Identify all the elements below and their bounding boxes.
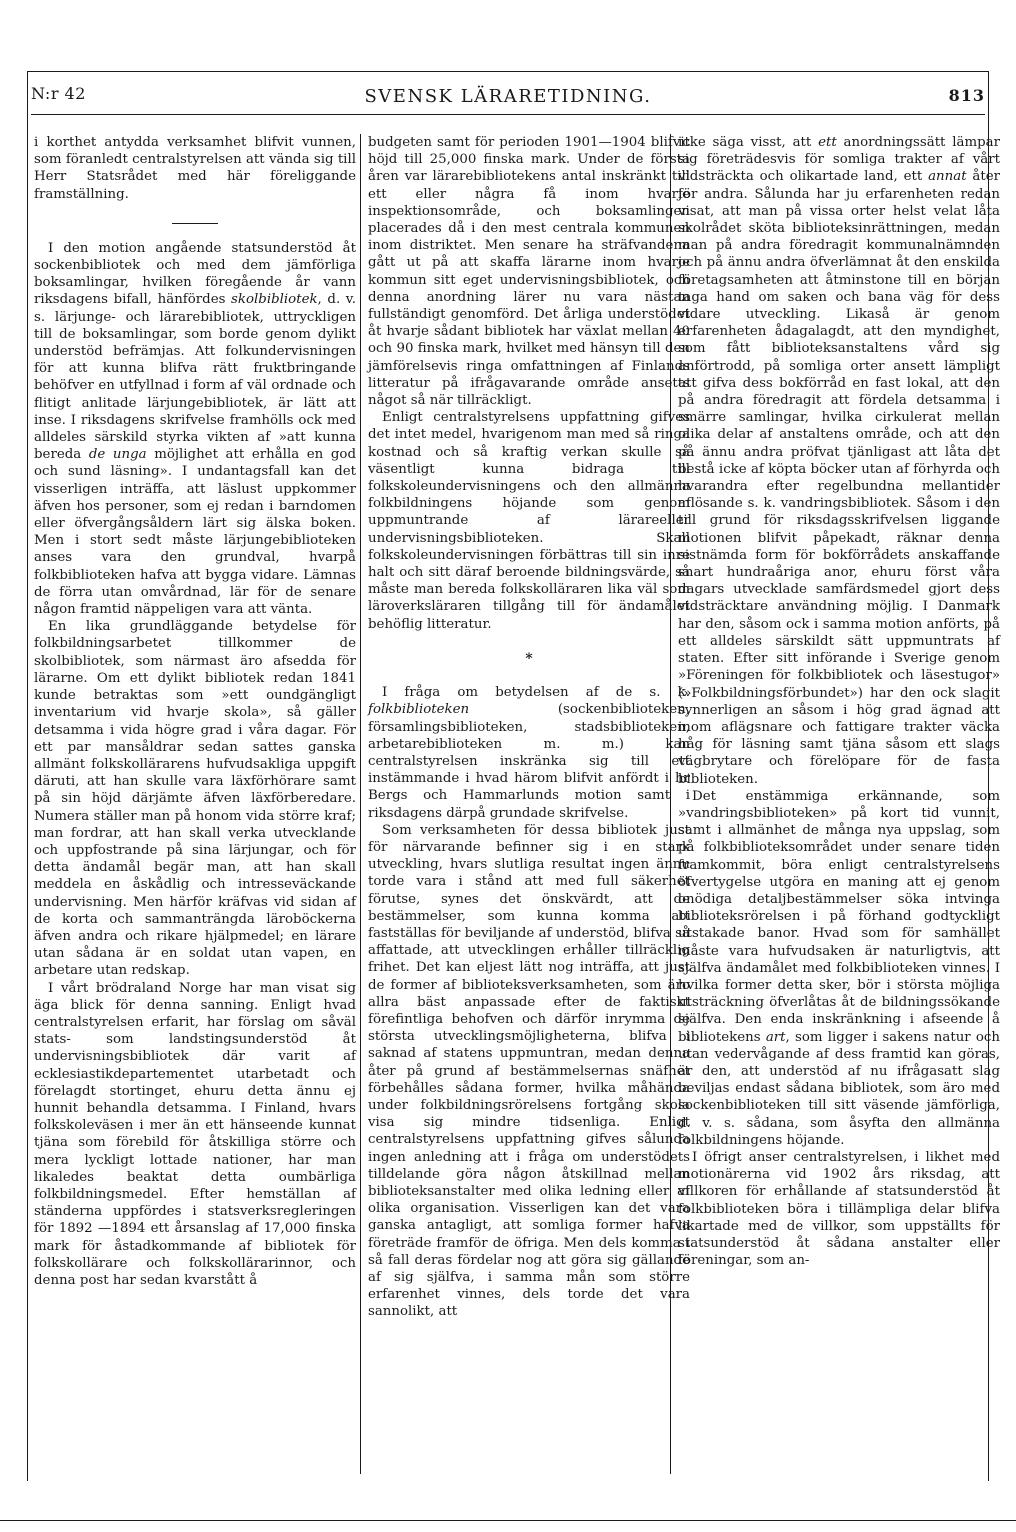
header-rule [31, 114, 985, 115]
section-asterisk: * [525, 650, 533, 667]
paragraph: I öfrigt anser centralstyrelsen, i likhet med motionärerna vid 1902 års riksdag, att villkoren för erhållande af statsunderstöd åt folkbiblioteken böra i tillämpliga delar blifva likartade med de villkor, som uppställts för statsunderstöd åt sådana anstalter eller föreningar, som an- [678, 1149, 1000, 1269]
paragraph: I den motion angående statsunderstöd åt sockenbibliotek och med dem jämförliga boksamlingar, hvilken föregående år vann riksdagens bifall, hänfördes skolbibliotek, d. v. s. lärjunge- och lärarebibliotek, uttryckligen till de boksamlingar, som borde genom dylikt understöd befrämjas. Att folkundervisningen för att kunna blifva rätt fruktbringande behöfver en utfyllnad i form af väl ordnade och flitigt anlitade lärjungebibliotek, är lätt att inse. I riksdagens skrifvelse framhölls ock med alldeles särskild styrka vikten af »att kunna bereda de unga möjlighet att erhålla en god och sund läsning». I undantagsfall kan det visserligen inträffa, att läslust uppkommer äfven hos personer, som ej redan i barndomen eller öfvergångsåldern lärt sig älska boken. Men i stort sedt måste lärjungebiblioteken anses vara den grundval, hvarpå folkbiblioteken hafva att bygga vidare. Lämnas de förra utan omvårdnad, lär för de senare någon framtid näppeligen vara att vänta. [34, 240, 356, 618]
paragraph: Det enstämmiga erkännande, som »vandringsbiblioteken» på kort tid vunnit, samt i allmänhet de många nya uppslag, som på folkbiblioteksområdet under senare tiden framkommit, böra enligt centralstyrelsens öfvertygelse utgöra en maning att ej genom onödiga detaljbestämmelser söka intvinga biblioteksrörelsen i på förhand godtyckligt utstakade banor. Hvad som för samhället måste vara hufvudsaken är naturligtvis, att själfva ändamålet med folkbiblioteken vinnes. I hvilka former detta sker, bör i största möjliga utsträckning öfverlåtas åt de bildningssökande själfva. Den enda inskränkning i afseende å bibliotekens art, som ligger i sakens natur och utan vedervågande af dess framtid kan göras, är den, att understöd af nu ifrågasatt slag beviljas endast sådana bibliotek, som äro med sockenbiblioteken till sitt väsende jämförliga, d. v. s. sådana, som åsyfta den allmänna folkbildningens höjande. [678, 788, 1000, 1148]
journal-title: SVENSK LÄRARETIDNING. [364, 86, 652, 107]
paragraph: budgeten samt för perioden 1901—1904 blifvit höjd till 25,000 finska mark. Under de första åren var lärarebibliotekens antal inskränkt till ett eller några få inom hvarje inspektionsområde, och boksamlingen placerades då i den mest centrala kommunen inom distriktet. Men senare ha sträfvandena gått ut på att skaffa lärarne inom hvarje kommun sitt eget undervisningsbibliotek, och denna anordning lärer nu vara nästan fullständigt genomförd. Det årliga understödet åt hvarje sådant bibliotek har växlat mellan 40 och 90 finska mark, hvilket med hänsyn till den jämförelsevis ringa omfattningen af Finlands litteratur på ifrågavarande område ansetts något så när tillräckligt. [368, 135, 690, 409]
column-3 [678, 134, 1000, 1269]
issue-number: N:r 42 [31, 84, 86, 103]
top-rule [27, 71, 989, 72]
column-divider-1 [360, 134, 361, 1474]
paragraph: I vårt brödraland Norge har man visat sig äga blick för denna sanning. Enligt hvad centralstyrelsen erfarit, har förslag om såväl stats- som landstingsunderstöd åt undervisningsbibliotek där varit af ecklesiastikdepartementet utarbetadt och förelagdt stortinget, ehuru detta ännu ej hunnit behandla detsamma. I Finland, hvars folkskoleväsen i mer än ett hänseende kunnat tjäna som förebild för åtskilliga större och mera lyckligt lottade nationer, har man likaledes beaktat detta oumbärliga folkbildningsmedel. Efter hemställan af ständerna uppfördes i statsverksregleringen för 1892 —1894 ett årsanslag af 17,000 finska mark för åstadkommande af bibliotek för folkskollärare och folkskollärarinnor, och denna post har sedan kvarstått å [34, 980, 356, 1288]
page-number: 813 [948, 86, 985, 105]
left-frame-rule [27, 71, 28, 1481]
paragraph: icke säga visst, att ett anordningssätt lämpar sig företrädesvis för somliga trakter af vårt vidsträckta och olikartade land, ett annat åter för andra. Sålunda har ju erfarenheten redan visat, att man på vissa orter helst velat låta skolrådet sköta biblioteksinrättningen, medan man på andra föredragit kommunalnämnden och på ännu andra öfverlämnat åt den enskilda företagsamheten att åtminstone till en början taga hand om saken och bana väg för dess vidare utveckling. Likaså är genom erfarenheten ådagalagdt, att den myndighet, som fått biblioteksanstaltens vård sig anförtrodd, på somliga orter ansett lämpligt att gifva dess bokförråd en fast lokal, att den på andra föredragit att fördela detsamma i smärre samlingar, hvilka cirkulerat mellan olika delar af anstaltens område, och att den på ännu andra pröfvat tjänligast att låta det bestå icke af köpta böcker utan af förhyrda och hvarandra efter regelbundna mellantider aflösande s. k. vandringsbibliotek. Såsom i den till grund för riksdagsskrifvelsen liggande motionen blifvit påpekadt, räknar denna sistnämda form för bokförrådets anskaffande snart hundraåriga anor, ehuru först våra dagars utvecklade samfärdsmedel gjort dess vidsträcktare användning möjlig. I Danmark har den, såsom ock i samma motion anförts, på ett alldeles särskildt sätt uppmuntrats af staten. Efter sitt införande i Sverige genom »Föreningen för folkbibliotek och läsestugor» (»Folkbildningsförbundet») har den ock slagit synnerligen an såsom i hög grad ägnad att inom aflägsnare och fattigare trakter väcka håg för läsning samt tjäna såsom ett slags vägbrytare och förelöpare för de fasta biblioteken. [678, 135, 1001, 787]
paragraph: Som verksamheten för dessa bibliotek just för närvarande befinner sig i en stark utveckling, hvars slutliga resultat ingen ännu torde vara i stånd att med full säkerhet förutse, synes det önskvärdt, att de bestämmelser, som kunna komma att fastställas för beviljande af understöd, blifva så affattade, att utvecklingen erhåller tillräcklig frihet. Det kan eljest lätt nog inträffa, att just de former af biblioteksverksamheten, som äro allra bäst anpassade efter de faktiskt förefintliga behofven och därför inrymma de största utvecklingsmöjligheterna, blifva i saknad af statens uppmuntran, medan denna åter på grund af bestämmelsernas snäfhet förbehålles sådana former, hvilka måhända under folkbildningsrörelsens fortgång skola visa sig mindre tidsenliga. Enligt centralstyrelsens uppfattning gifves sålunda ingen anledning att i fråga om understödets tilldelande göra någon åtskillnad mellan biblioteksanstalter med olika ledning eller af olika organisation. Visserligen kan det vara ganska antagligt, att somliga former hafva företräde framför de öfriga. Men dels komma i så fall deras fördelar nog att göra sig gällande af sig själfva, i samma mån som större erfarenhet vinnes, dels torde det vara sannolikt, att [368, 822, 690, 1320]
paragraph: Enligt centralstyrelsens uppfattning gifves det intet medel, hvarigenom man med så ringa kostnad och så kraftig verkan skulle så väsentligt kunna bidraga till folkskoleundervisningens och den allmänna folkbildningens höjande som genom uppmuntrande af lärareeller undervisningsbiblioteken. Skall folkskoleundervisningen förbättras till sin inre halt och sitt däraf beroende bildningsvärde, så måste man bereda folkskolläraren lika väl som läroverksläraren tillgång till för ändamålet behöflig litteratur. [368, 410, 690, 632]
column-2 [368, 134, 690, 1321]
section-separator [172, 223, 218, 224]
bottom-rule [0, 1520, 1016, 1521]
running-header [31, 80, 985, 114]
paragraph: En lika grundläggande betydelse för folkbildningsarbetet tillkommer de skolbibliotek, som närmast äro afsedda för lärarne. Om ett dylikt bibliotek redan 1841 kunde betraktas som »ett oundgängligt inventarium vid hvarje skola», så gäller detsamma i vida högre grad i våra dagar. För ett par mansåldrar sedan sattes ganska allmänt folkskollärarens hufvudsakliga uppgift däruti, att han skulle vara läxförhörare samt på sin höjd därjämte äfven läxförberedare. Numera ställer man på honom vida större kraf; man fordrar, att han skall verka utvecklande och uppfostrande på sina lärjungar, och för detta ändamål begär man, att han skall meddela en åskådlig och intresseväckande undervisning. Men härför kräfvas vid sidan af de korta och sammanträngda läroböckerna äfven andra och rikare hjälpmedel; en lärare utan sådana är en soldat utan vapen, en arbetare utan redskap. [34, 619, 356, 979]
paragraph: I fråga om betydelsen af de s. k. folkbiblioteken (sockenbiblioteken, församlingsbiblioteken, stadsbiblioteken, arbetarebiblioteken m. m.) kan centralstyrelsen inskränka sig till ett instämmande i hvad härom blifvit anfördt i hr Bergs och Hammarlunds motion samt i riksdagens därpå grundade skrifvelse. [368, 685, 690, 821]
paragraph: i korthet antydda verksamhet blifvit vunnen, som föranledt centralstyrelsen att vända sig till Herr Statsrådet med här föreliggande framställning. [34, 135, 356, 202]
column-1 [34, 134, 356, 1289]
